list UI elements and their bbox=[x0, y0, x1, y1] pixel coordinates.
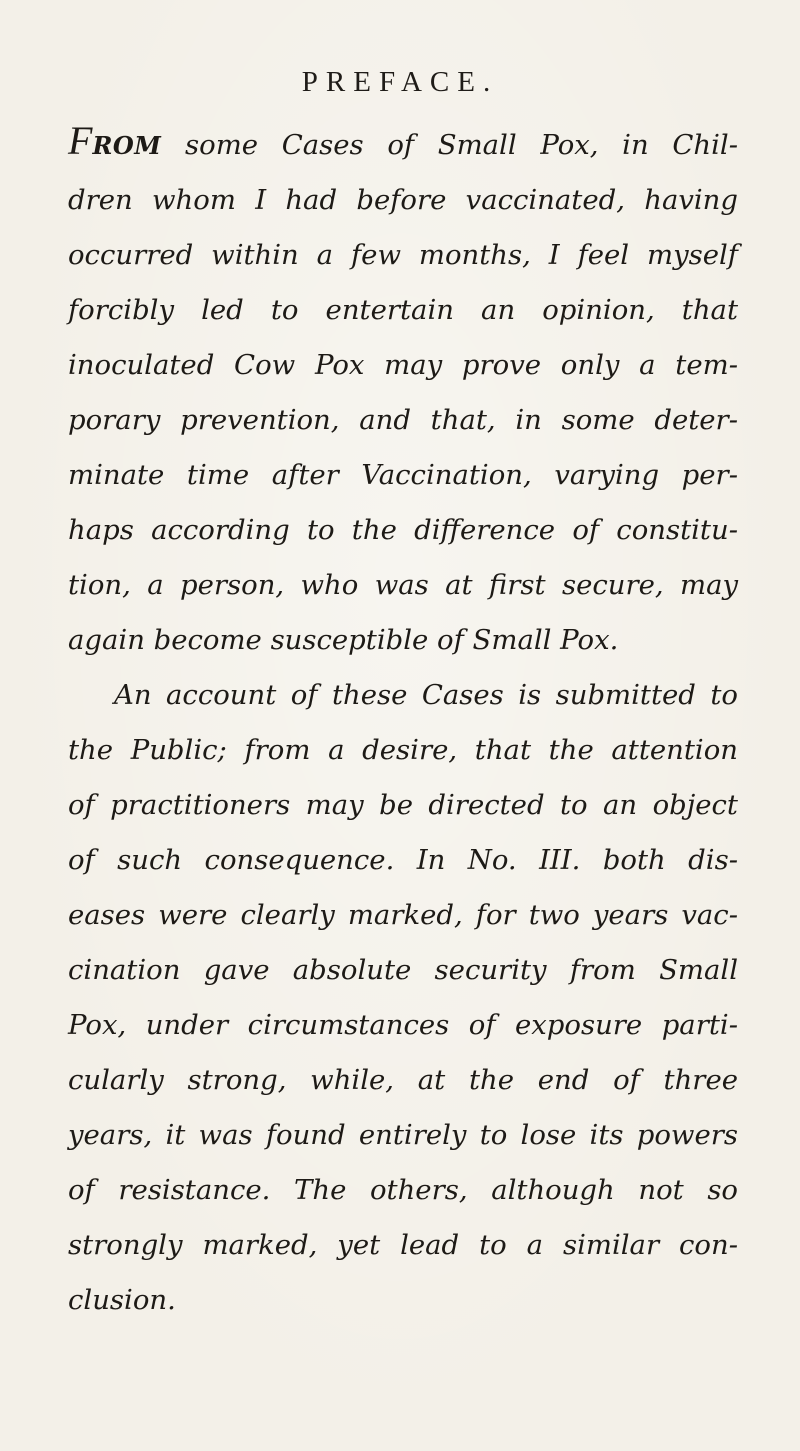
first-line-rest: some Cases of Small Pox, in Chil- bbox=[161, 129, 738, 161]
drop-cap: F bbox=[68, 118, 93, 163]
text-line: clusion. bbox=[68, 1284, 176, 1316]
text-line: strongly marked, yet lead to a similar con- bbox=[68, 1229, 738, 1261]
text-line: eases were clearly marked, for two years vac- bbox=[68, 899, 738, 931]
first-word-rest: ROM bbox=[92, 131, 162, 160]
text-line: tion, a person, who was at first secure, may bbox=[68, 569, 738, 601]
text-line: cination gave absolute security from Small bbox=[68, 954, 738, 986]
text-line: the Public; from a desire, that the attention bbox=[68, 734, 738, 766]
text-line: haps according to the difference of constitu- bbox=[68, 514, 738, 546]
text-line: of resistance. The others, although not so bbox=[68, 1174, 738, 1206]
text-line: Pox, under circumstances of exposure parti- bbox=[68, 1009, 738, 1041]
text-line: minate time after Vaccination, varying per- bbox=[68, 459, 738, 491]
text-line: porary prevention, and that, in some deter- bbox=[68, 404, 738, 436]
text-line: years, it was found entirely to lose its powers bbox=[68, 1119, 738, 1151]
page-title: PREFACE. bbox=[301, 66, 499, 98]
text-line: of such consequence. In No. III. both dis- bbox=[68, 844, 738, 876]
text-line: of practitioners may be directed to an object bbox=[68, 789, 738, 821]
paragraph-1-line-1 bbox=[68, 118, 738, 173]
text-line: An account of these Cases is submitted to bbox=[114, 679, 738, 711]
text-line: forcibly led to entertain an opinion, that bbox=[68, 294, 738, 326]
text-line: dren whom I had before vaccinated, having bbox=[68, 184, 738, 216]
text-line: occurred within a few months, I feel myself bbox=[68, 239, 738, 271]
preface-body bbox=[68, 118, 738, 1328]
text-line: again become susceptible of Small Pox. bbox=[68, 624, 619, 656]
text-line: inoculated Cow Pox may prove only a tem- bbox=[68, 349, 738, 381]
text-line: cularly strong, while, at the end of three bbox=[68, 1064, 738, 1096]
